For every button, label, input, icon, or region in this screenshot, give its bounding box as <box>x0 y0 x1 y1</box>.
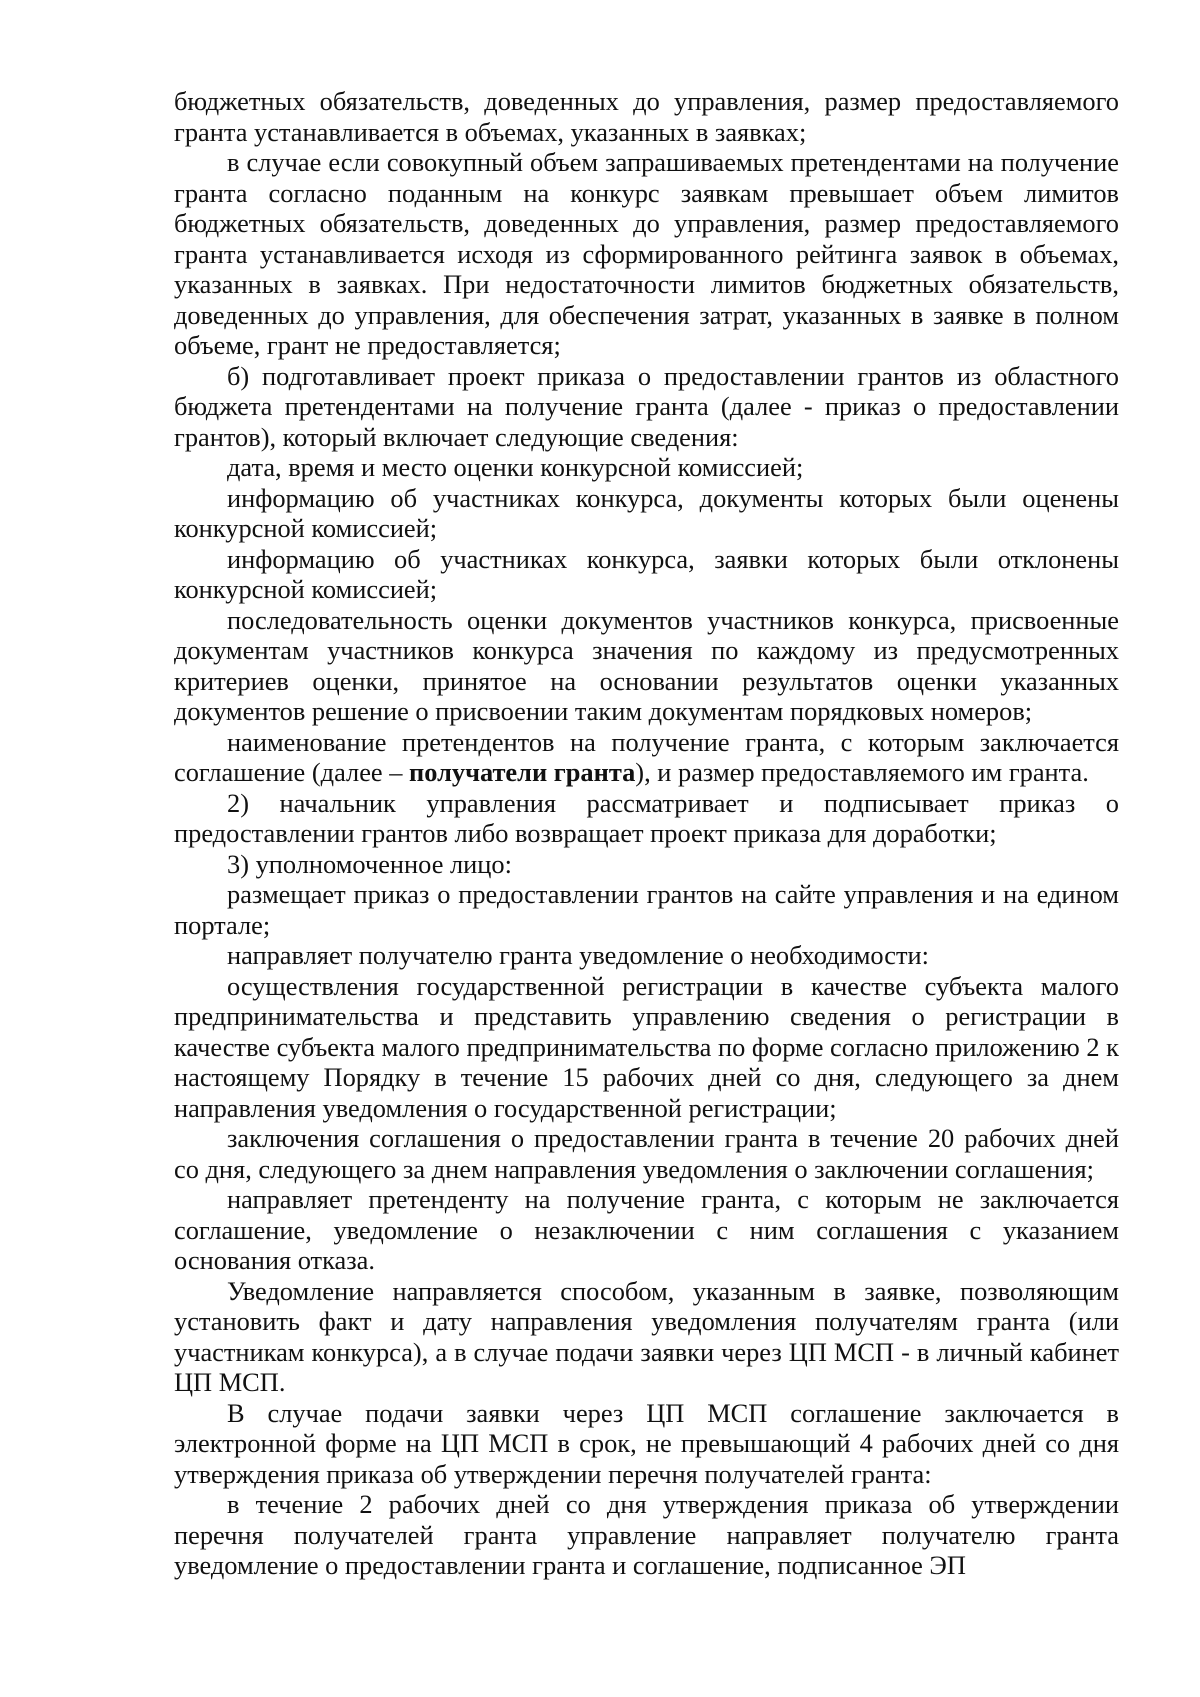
paragraph: Уведомление направляется способом, указанным в заявке, позволяющим установить факт и дату направления уведомления получателям гранта (или участникам конкурса), а в случае подачи заявки через ЦП МСП - в личный кабинет ЦП МСП. <box>174 1275 1119 1397</box>
paragraph: информацию об участниках конкурса, заявки которых были отклонены конкурсной комиссией; <box>174 543 1119 604</box>
paragraph-with-defined-term <box>174 727 1119 788</box>
paragraph: б) подготавливает проект приказа о предоставлении грантов из областного бюджета претендентами на получение гранта (далее - приказ о предоставлении грантов), который включает следующие сведения: <box>174 360 1119 452</box>
paragraph: в случае если совокупный объем запрашиваемых претендентами на получение гранта согласно поданным на конкурс заявкам превышает объем лимитов бюджетных обязательств, доведенных до управления, размер предоставляемого гранта устанавливается исходя из сформированного рейтинга заявок в объемах, указанных в заявках. При недостаточности лимитов бюджетных обязательств, доведенных до управления, для обеспечения затрат, указанных в заявке в полном объеме, грант не предоставляется; <box>174 147 1119 360</box>
paragraph: бюджетных обязательств, доведенных до управления, размер предоставляемого гранта устанавливается в объемах, указанных в заявках; <box>174 86 1119 147</box>
paragraph-text-after: ), и размер предоставляемого им гранта. <box>635 757 1089 787</box>
paragraph: 2) начальник управления рассматривает и подписывает приказ о предоставлении грантов либо возвращает проект приказа для доработки; <box>174 787 1119 848</box>
paragraph: направляет претенденту на получение гранта, с которым не заключается соглашение, уведомление о незаключении с ним соглашения с указанием основания отказа. <box>174 1184 1119 1275</box>
paragraph: направляет получателю гранта уведомление о необходимости: <box>227 940 929 970</box>
paragraph: В случае подачи заявки через ЦП МСП соглашение заключается в электронной форме на ЦП МСП в срок, не превышающий 4 рабочих дней со дня утверждения приказа об утверждении перечня получателей гранта: <box>174 1397 1119 1489</box>
paragraph: осуществления государственной регистрации в качестве субъекта малого предпринимательства и представить управлению сведения о регистрации в качестве субъекта малого предпринимательства по форме согласно приложению 2 к настоящему Порядку в течение 15 рабочих дней со дня, следующего за днем направления уведомления о государственной регистрации; <box>174 970 1119 1123</box>
defined-term-bold: получатели гранта <box>409 757 636 787</box>
paragraph: последовательность оценки документов участников конкурса, присвоенные документам участников конкурса значения по каждому из предусмотренных критериев оценки, принятое на основании результатов оценки указанных документов решение о присвоении таким документам порядковых номеров; <box>174 604 1119 726</box>
paragraph: размещает приказ о предоставлении грантов на сайте управления и на едином портале; <box>174 879 1119 940</box>
paragraph: в течение 2 рабочих дней со дня утверждения приказа об утверждении перечня получателей гранта управление направляет получателю гранта уведомление о предоставлении гранта и соглашение, подписанное ЭП <box>174 1489 1119 1580</box>
paragraph: 3) уполномоченное лицо: <box>227 848 512 879</box>
paragraph: заключения соглашения о предоставлении гранта в течение 20 рабочих дней со дня, следующего за днем направления уведомления о заключении соглашения; <box>174 1123 1119 1184</box>
paragraph: информацию об участниках конкурса, документы которых были оценены конкурсной комиссией; <box>174 482 1119 543</box>
paragraph: дата, время и место оценки конкурсной комиссией; <box>227 452 804 482</box>
paragraph-text-before: наименование претендентов на получение гранта, с которым заключается соглашение (далее – <box>174 726 1119 787</box>
